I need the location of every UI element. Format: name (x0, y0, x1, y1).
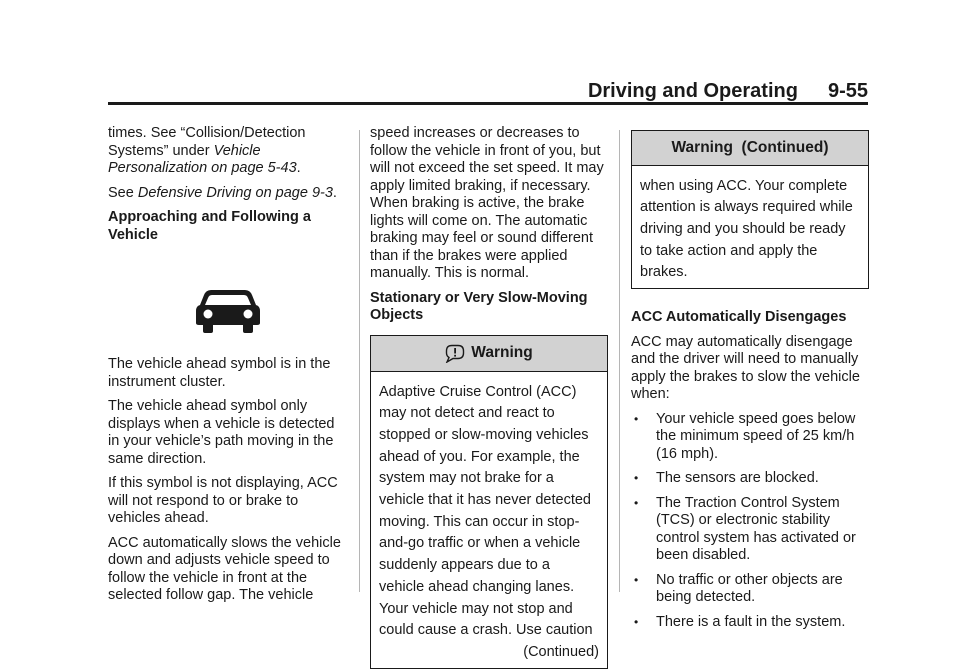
warning-title: Warning (471, 344, 533, 362)
list-item: • The Traction Control System (TCS) or electronic stability control system has activated or been disabled. (631, 495, 869, 565)
paragraph: If this symbol is not displaying, ACC will not respond to or brake to vehicles ahead. (108, 475, 338, 526)
paragraph: times. See “Collision/Detection Systems” under Vehicle Personalization on page 5-43. (108, 125, 306, 176)
list-item: • Your vehicle speed goes below the minimum speed of 25 km/h (16 mph). (631, 411, 869, 464)
page-number: 9-55 (827, 80, 868, 102)
column-divider (619, 130, 620, 592)
warning-box (370, 335, 608, 669)
column-divider (359, 130, 360, 592)
column-1 (108, 125, 348, 612)
bullet-icon: • (634, 614, 639, 629)
vehicle-ahead-icon (195, 286, 261, 334)
bullet-icon: • (634, 572, 639, 587)
list-item: • There is a fault in the system. (631, 614, 869, 632)
paragraph: The vehicle ahead symbol only displays when a vehicle is detected in your vehicle’s path moving in the same direction. (108, 398, 335, 467)
paragraph: ACC automatically slows the vehicle down and adjusts vehicle speed to follow the vehicle in front at the selected follow gap. The vehicle (108, 534, 341, 603)
cross-reference: Defensive Driving on page 9-3 (137, 184, 333, 201)
paragraph: speed increases or decreases to follow the vehicle in front of you, but will not exceed the set speed. It may apply limited braking, if necessary. When braking is active, the brake lights will come on. The automatic braking may feel or sound different than if the brakes were applied manually. This is normal. (370, 125, 604, 281)
warning-header (632, 131, 868, 166)
column-2 (370, 125, 608, 669)
warning-continued-box (631, 130, 869, 289)
subheading: Approaching and Following a Vehicle (108, 209, 311, 243)
list-item: • The sensors are blocked. (631, 470, 869, 488)
paragraph: See Defensive Driving on page 9-3. (108, 184, 337, 201)
warning-body: when using ACC. Your complete attention is always required while driving and you should be ready to take action and apply the brakes. (640, 177, 853, 281)
warning-title: Warning (Continued) (671, 139, 829, 156)
warning-text: Adaptive Cruise Control (ACC) may not detect and react to stopped or slow-moving vehicles ahead of you. For example, the system may not brake for a vehicle that it has never detected moving. This can occur in stop-and-go traffic or when a vehicle suddenly appears due to a vehicle ahead changing lanes. Your vehicle may not stop and could cause a crash. Use caution (379, 383, 593, 639)
warning-header (371, 336, 607, 372)
list-item: • No traffic or other objects are being detected. (631, 572, 869, 607)
bullet-list (631, 411, 869, 632)
section-title: Driving and Operating (587, 80, 798, 102)
paragraph: ACC may automatically disengage and the driver will need to manually apply the brakes to slow the vehicle when: (631, 333, 860, 403)
page-header (108, 80, 868, 103)
bullet-icon: • (634, 411, 639, 426)
subheading: ACC Automatically Disengages (631, 309, 847, 326)
cross-reference: Vehicle Personalization on page 5-43 (108, 142, 297, 176)
warning-icon (445, 344, 465, 363)
paragraph: The vehicle ahead symbol is in the instrument cluster. (108, 356, 331, 390)
column-3 (631, 125, 869, 638)
warning-body (371, 372, 607, 668)
subheading: Stationary or Very Slow-Moving Objects (370, 289, 588, 323)
bullet-icon: • (634, 495, 639, 510)
bullet-icon: • (634, 471, 639, 486)
continued-label: (Continued) (523, 643, 599, 660)
header-rule (108, 102, 868, 105)
